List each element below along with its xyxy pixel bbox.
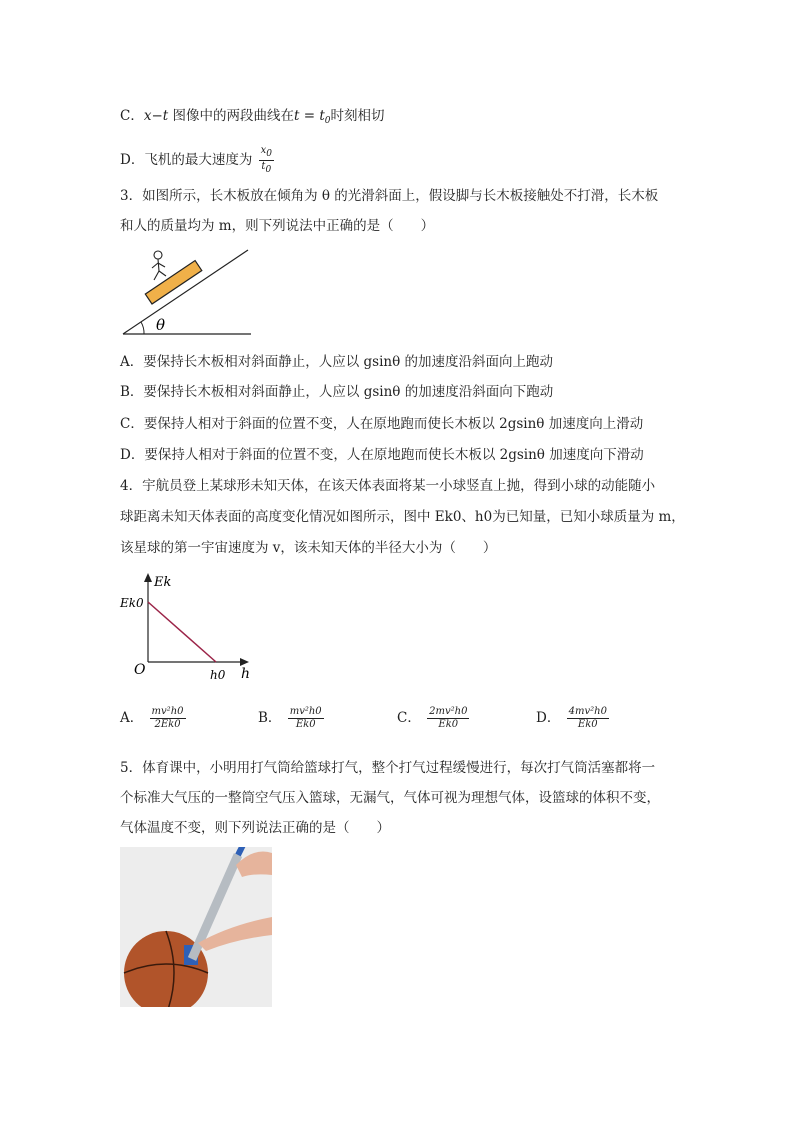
q4-option-b-denominator: Ek0 [295,719,316,730]
x-axis-label: h [241,666,251,682]
t-equals-t0: $t = t_0$ [294,108,331,126]
q5-stem-line1: 5．体育课中，小明用打气筒给篮球打气，整个打气过程缓慢进行，每次打气筒活塞都将一 [120,760,656,776]
q4-option-b-label: B． [258,710,282,726]
q2-option-c-mid: 图像中的两段曲线在 [172,108,294,124]
q4-stem-line1: 4．宇航员登上某球形未知天体，在该天体表面将某一小球竖直上抛，得到小球的动能随小 [120,478,656,494]
q4-option-b-fraction [288,706,324,731]
xt-label: x−t [143,108,169,124]
origin-label: O [134,662,146,678]
q3-stem-line1: 3．如图所示，长木板放在倾角为 θ 的光滑斜面上，假设脚与长木板接触处不打滑，长木板 [120,188,659,204]
q5-stem-line3: 气体温度不变，则下列说法正确的是（ ） [120,820,390,836]
q4-option-c-fraction [427,706,469,731]
q4-stem-line2: 球距离未知天体表面的高度变化情况如图所示，图中 Ek0、h0为已知量，已知小球质量为 m， [120,509,685,525]
q4-option-a-numerator: mv²h0 [151,706,184,717]
ek-line [148,602,216,662]
q2-option-d-prefix: D．飞机的最大速度为 [120,152,253,168]
y-tick-ek0: Ek0 [120,596,144,610]
q2-option-c [120,106,384,131]
q4-stem-line3: 该星球的第一宇宙速度为 v，该未知天体的半径大小为（ ） [120,540,497,556]
q5-stem-line2: 个标准大气压的一整筒空气压入篮球，无漏气，气体可视为理想气体，设篮球的体积不变， [120,790,660,806]
q4-option-c-denominator: Ek0 [438,719,459,730]
q3-option-c: C．要保持人相对于斜面的位置不变，人在原地跑而使长木板以 2gsinθ 加速度向上滑动 [120,416,644,432]
q3-stem-line2: 和人的质量均为 m，则下列说法中正确的是（ ） [120,218,435,234]
q4-option-a [120,706,188,731]
incline-surface [123,250,248,334]
q4-option-a-denominator: 2Ek0 [154,719,181,730]
angle-arc [141,322,144,334]
q4-option-d-fraction [567,706,609,731]
y-axis-label: Ek [154,575,172,590]
q4-option-c-numerator: 2mv²h0 [429,706,468,717]
q4-option-b [258,706,326,731]
q2-option-c-suffix: 时刻相切 [330,108,385,124]
q3-option-d: D．要保持人相对于斜面的位置不变，人在原地跑而使长木板以 2gsinθ 加速度向下滑动 [120,447,644,463]
q3-option-b: B．要保持长木板相对斜面静止，人应以 gsinθ 的加速度沿斜面向下跑动 [120,384,554,400]
q4-option-a-label: A． [120,710,144,726]
q4-option-c-label: C． [397,710,421,726]
q3-option-a: A．要保持长木板相对斜面静止，人应以 gsinθ 的加速度沿斜面向上跑动 [120,354,554,370]
q4-option-d-denominator: Ek0 [577,719,598,730]
q4-option-d [536,706,611,731]
angle-theta-label: θ [156,316,166,334]
x0-over-t0-fraction: $\frac{x0}{t0}$ [260,145,272,175]
q4-option-a-fraction [150,706,186,731]
y-axis-arrow [144,573,152,582]
q4-option-b-numerator: mv²h0 [289,706,322,717]
q2-option-d [120,145,276,176]
q2-option-c-prefix: C． [120,108,144,124]
incline-figure [118,244,258,339]
q4-option-d-numerator: 4mv²h0 [568,706,607,717]
q4-option-c [397,706,471,731]
x-axis-arrow [240,658,249,666]
x-tick-h0: h0 [210,668,226,682]
person-icon [152,251,166,280]
q4-option-d-label: D． [536,710,561,726]
basketball-pump-photo [120,847,272,1007]
ek-h-graph [118,570,258,682]
